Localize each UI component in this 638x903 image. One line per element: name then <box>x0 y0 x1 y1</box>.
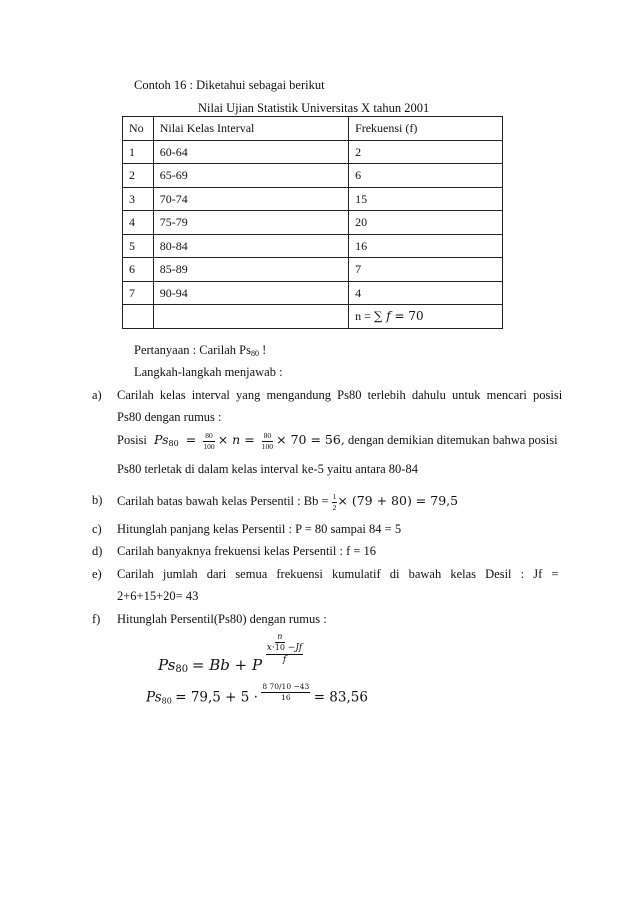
formula-fraction: x· $\frac{n}{10}$ −Jf f <box>266 632 303 665</box>
step-b-expr: × (79 + 80) = 79,5 <box>337 493 459 508</box>
posisi-after: dengan demikian ditemukan bahwa posisi <box>347 433 558 447</box>
question <box>134 343 266 358</box>
total-prefix: n = <box>355 309 374 324</box>
table-row <box>123 164 503 188</box>
question-suffix: ! <box>259 343 267 357</box>
posisi-label: Posisi <box>117 433 147 447</box>
times-symbol: × <box>217 432 229 447</box>
table-cell <box>123 305 154 329</box>
table-total-cell <box>349 305 503 329</box>
table-row <box>123 187 503 211</box>
calc-ps: Ps <box>146 689 162 706</box>
table-cell: 70-74 <box>153 187 348 211</box>
calc-num: 8 70/10 −43 <box>262 682 310 691</box>
equals-symbol: = <box>394 309 409 324</box>
table-cell: 20 <box>349 211 503 235</box>
table-header-cell: Frekuensi (f) <box>349 117 503 141</box>
steps-intro: Langkah-langkah menjawab : <box>134 365 283 379</box>
table-cell: 3 <box>123 187 154 211</box>
step-d-label: d) <box>92 544 103 558</box>
f-symbol: f <box>382 309 395 324</box>
step-c-text: Hitunglah panjang kelas Persentil : P = 80 sampai 84 = 5 <box>117 522 402 536</box>
result-56: = 56, <box>310 432 345 447</box>
fraction-1-2: $\frac{1}{2}$ <box>332 492 337 512</box>
table-cell: 75-79 <box>153 211 348 235</box>
table-row <box>123 281 503 305</box>
frequency-table <box>122 116 503 329</box>
step-b-text: Carilah batas bawah kelas Persentil : Bb = <box>117 494 332 508</box>
table-cell: 80-84 <box>153 234 348 258</box>
calc-sub: 80 <box>161 696 172 706</box>
table-cell: 7 <box>349 258 503 282</box>
calc-result: = 83,56 <box>313 689 368 706</box>
calc-den: 16 <box>281 692 291 702</box>
step-a-line2: Ps80 dengan rumus : <box>117 410 222 424</box>
table-cell: 1 <box>123 140 154 164</box>
table-cell: 4 <box>123 211 154 235</box>
table-header-cell: Nilai Kelas Interval <box>153 117 348 141</box>
table-cell: 16 <box>349 234 503 258</box>
table-row <box>123 211 503 235</box>
percentile-calc <box>146 683 368 706</box>
ps-sub: 80 <box>168 439 179 448</box>
step-c-label: c) <box>92 522 102 536</box>
formula-rhs: = Bb + P <box>191 656 263 674</box>
step-a-line1: Carilah kelas interval yang mengandung Ps80 terlebih dahulu untuk mencari posisi <box>117 388 563 402</box>
table-cell: 2 <box>349 140 503 164</box>
heading: Contoh 16 : Diketahui sebagai berikut <box>134 78 325 92</box>
table-row <box>123 140 503 164</box>
table-cell: 60-64 <box>153 140 348 164</box>
equals-symbol: = <box>181 432 201 447</box>
step-d-text: Carilah banyaknya frekuensi kelas Persentil : f = 16 <box>117 544 377 558</box>
table-row <box>123 234 503 258</box>
sum-symbol: ∑ <box>373 309 383 324</box>
table-cell: 4 <box>349 281 503 305</box>
table-cell: 6 <box>123 258 154 282</box>
fraction-80-100: $\frac{80}{100}$ <box>203 431 215 451</box>
total-value: 70 <box>408 309 424 324</box>
step-f-text: Hitunglah Persentil(Ps80) dengan rumus : <box>117 612 327 626</box>
table-cell: 6 <box>349 164 503 188</box>
table-cell: 85-89 <box>153 258 348 282</box>
table-header-cell: No <box>123 117 154 141</box>
question-text: Pertanyaan : Carilah Ps <box>134 343 251 357</box>
step-e-text: Carilah jumlah dari semua frekuensi kumulatif di bawah kelas Desil : Jf = <box>117 567 559 581</box>
step-e-label: e) <box>92 567 102 581</box>
step-e-text2: 2+6+15+20= 43 <box>117 589 199 603</box>
step-a-line4: Ps80 terletak di dalam kelas interval ke-5 yaitu antara 80-84 <box>117 462 418 476</box>
table-cell: 7 <box>123 281 154 305</box>
equals-symbol: = <box>244 432 259 447</box>
fraction-80-100: $\frac{80}{100}$ <box>261 431 274 451</box>
question-sub: 80 <box>251 349 259 358</box>
table-header-row <box>123 117 503 141</box>
table-cell: 2 <box>123 164 154 188</box>
table-title: Nilai Ujian Statistik Universitas X tahun 2001 <box>198 101 430 115</box>
step-b <box>117 493 458 511</box>
percentile-formula <box>158 633 303 675</box>
table-row <box>123 258 503 282</box>
ps-symbol: Ps <box>150 432 169 447</box>
n-symbol: n <box>228 432 245 447</box>
times-70: × 70 <box>276 432 311 447</box>
step-a-posisi <box>117 432 558 450</box>
formula-lhs: Ps <box>158 656 176 674</box>
step-b-label: b) <box>92 493 103 507</box>
table-cell <box>153 305 348 329</box>
step-a-label: a) <box>92 388 102 402</box>
table-cell: 5 <box>123 234 154 258</box>
table-total-row <box>123 305 503 329</box>
table-cell: 90-94 <box>153 281 348 305</box>
calc-lhs: = 79,5 + 5 · <box>175 689 258 706</box>
table-cell: 15 <box>349 187 503 211</box>
step-f-label: f) <box>92 612 101 626</box>
formula-sub: 80 <box>175 664 189 675</box>
table-cell: 65-69 <box>153 164 348 188</box>
calc-fraction <box>261 683 310 701</box>
